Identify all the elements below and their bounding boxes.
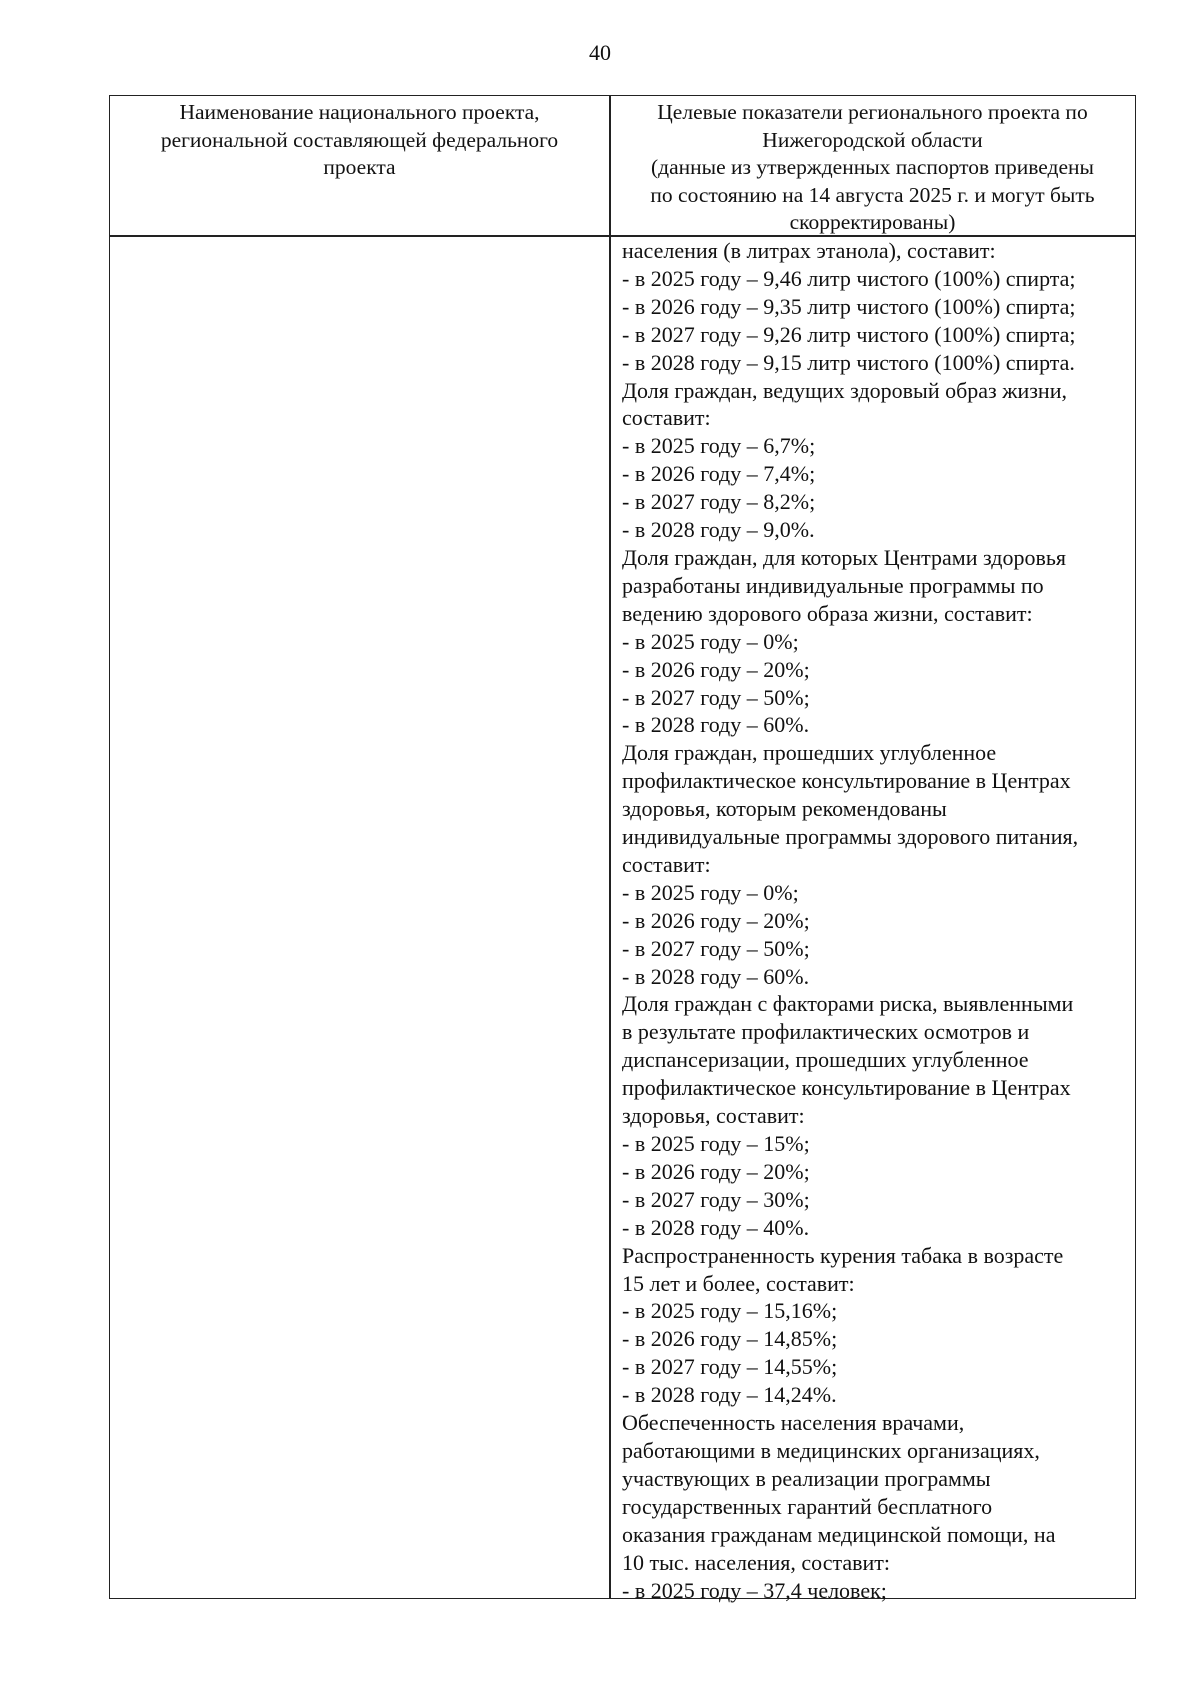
content-line: Доля граждан, для которых Центрами здоровья (622, 544, 1067, 570)
content-line: - в 2028 году – 9,15 литр чистого (100%) спирта. (622, 349, 1075, 375)
content-line: Доля граждан, прошедших углубленное (622, 740, 997, 766)
content-line: в результате профилактических осмотров и (622, 1019, 1030, 1045)
content-line: профилактическое консультирование в Центрах (622, 1075, 1071, 1101)
content-line: - в 2027 году – 30%; (622, 1186, 810, 1212)
content-line: - в 2028 году – 9,0%. (622, 517, 815, 543)
content-line: - в 2026 году – 20%; (622, 907, 810, 933)
content-line: - в 2026 году – 14,85%; (622, 1326, 838, 1352)
page-number: 40 (589, 40, 611, 65)
indicators-content-cell (622, 237, 1134, 1604)
content-line: - в 2027 году – 9,26 литр чистого (100%) спирта; (622, 321, 1076, 347)
content-line: - в 2026 году – 9,35 литр чистого (100%) спирта; (622, 293, 1076, 319)
content-line: Обеспеченность населения врачами, (622, 1410, 965, 1436)
column-divider (609, 96, 611, 1598)
content-line: населения (в литрах этанола), составит: (622, 238, 996, 263)
content-line: - в 2027 году – 14,55%; (622, 1354, 838, 1380)
content-line: профилактическое консультирование в Центрах (622, 768, 1071, 794)
content-line: Распространенность курения табака в возрасте (622, 1242, 1064, 1268)
content-line: индивидуальные программы здорового питания, (622, 824, 1079, 850)
header-right-cell (610, 99, 1135, 237)
content-line: - в 2028 году – 60%. (622, 712, 810, 738)
header-left-line: проекта (323, 155, 396, 179)
content-line: - в 2026 году – 7,4%; (622, 461, 816, 487)
content-line: Доля граждан с факторами риска, выявленными (622, 991, 1074, 1017)
content-line: - в 2028 году – 60%. (622, 963, 810, 989)
header-right-line: (данные из утвержденных паспортов приведены (651, 155, 1094, 179)
content-line: составит: (622, 851, 711, 877)
content-line: диспансеризации, прошедших углубленное (622, 1047, 1029, 1073)
content-line: оказания гражданам медицинской помощи, на (622, 1521, 1056, 1547)
content-line: работающими в медицинских организациях, (622, 1437, 1040, 1463)
content-line: - в 2026 году – 20%; (622, 1158, 810, 1184)
content-line: разработаны индивидуальные программы по (622, 572, 1044, 598)
header-left-line: Наименование национального проекта, (179, 100, 540, 124)
content-line: - в 2027 году – 50%; (622, 684, 810, 710)
content-line: - в 2025 году – 37,4 человек; (622, 1577, 887, 1603)
header-right-line: скорректированы) (789, 210, 956, 234)
content-line: 10 тыс. населения, составит: (622, 1549, 891, 1575)
content-line: - в 2025 году – 15,16%; (622, 1298, 838, 1324)
content-line: - в 2028 году – 40%. (622, 1214, 810, 1240)
content-line: 15 лет и более, составит: (622, 1270, 855, 1296)
content-line: участвующих в реализации программы (622, 1465, 991, 1491)
header-left-line: региональной составляющей федерального (160, 127, 559, 152)
content-line: государственных гарантий бесплатного (622, 1493, 993, 1519)
header-left-cell (110, 99, 609, 182)
content-line: здоровья, которым рекомендованы (622, 796, 947, 822)
content-line: - в 2025 году – 0%; (622, 879, 799, 905)
content-line: - в 2028 году – 14,24%. (622, 1382, 837, 1408)
content-line: здоровья, составит: (622, 1103, 805, 1129)
content-line: Доля граждан, ведущих здоровый образ жизни, (622, 377, 1067, 403)
content-line: - в 2027 году – 8,2%; (622, 489, 816, 515)
content-line: ведению здорового образа жизни, составит: (622, 600, 1033, 626)
content-line: - в 2025 году – 15%; (622, 1131, 810, 1156)
header-right-line: по состоянию на 14 августа 2025 г. и могут быть (650, 182, 1095, 207)
content-line: - в 2026 году – 20%; (622, 656, 810, 682)
content-line: - в 2027 году – 50%; (622, 935, 810, 961)
header-right-line: Нижегородской области (762, 127, 983, 152)
header-right-line: Целевые показатели регионального проекта по (657, 100, 1088, 124)
content-line: - в 2025 году – 9,46 литр чистого (100%) спирта; (622, 265, 1076, 291)
content-line: - в 2025 году – 0%; (622, 628, 799, 654)
indicators-table (109, 95, 1136, 1603)
content-line: - в 2025 году – 6,7%; (622, 433, 816, 459)
content-line: составит: (622, 405, 711, 431)
